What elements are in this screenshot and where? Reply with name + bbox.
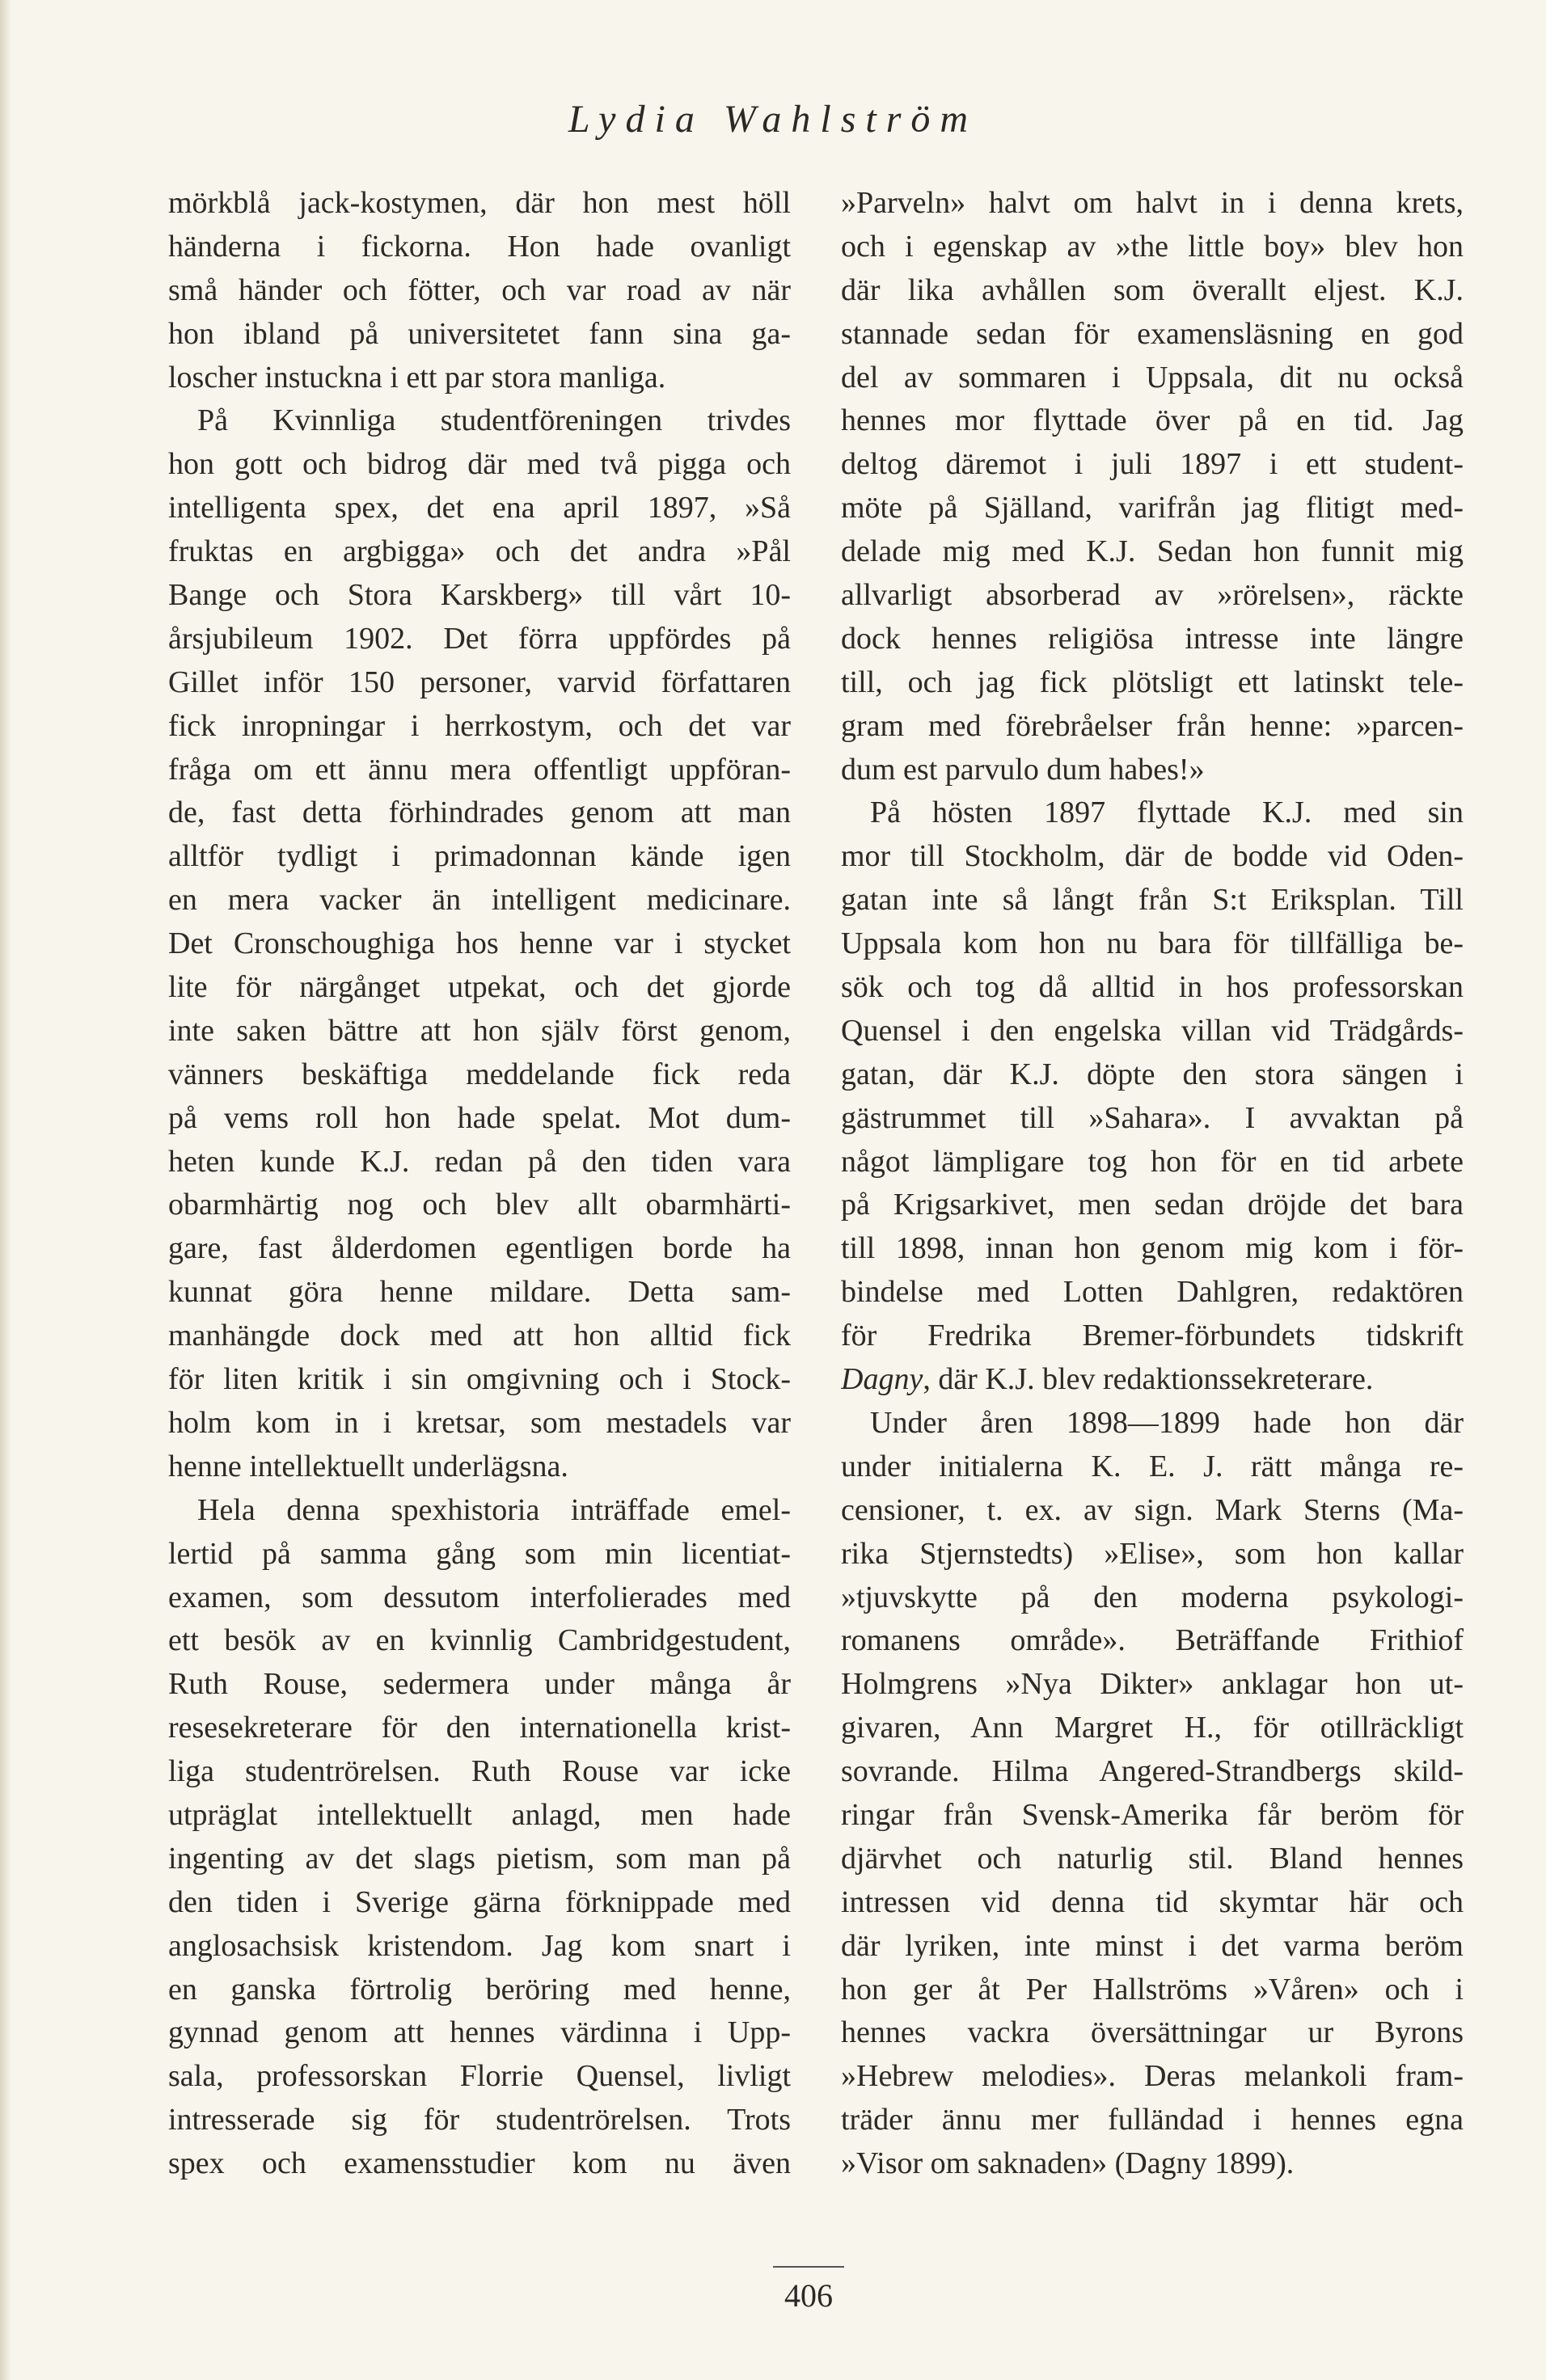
right-column-line: allvarligt absorberad av »rörelsen», räckte bbox=[841, 578, 1464, 613]
left-column-line: spex och examensstudier kom nu även bbox=[168, 2146, 791, 2181]
left-column-line: lite för närgånget utpekat, och det gjorde bbox=[168, 970, 791, 1005]
left-column-line: lertid på samma gång som min licentiat- bbox=[168, 1536, 791, 1571]
right-column-line: »Hebrew melodies». Deras melankoli fram- bbox=[841, 2059, 1464, 2094]
right-column-line: där lika avhållen som överallt eljest. K.J. bbox=[841, 272, 1464, 307]
right-column-line: på Krigsarkivet, men sedan dröjde det bara bbox=[841, 1188, 1464, 1222]
right-column-line: Quensel i den engelska villan vid Trädgårds- bbox=[841, 1013, 1464, 1048]
right-column-line: gästrummet till »Sahara». I avvaktan på bbox=[841, 1100, 1464, 1135]
right-column-line: Uppsala kom hon nu bara för tillfälliga be- bbox=[841, 926, 1464, 961]
left-column-line: en ganska förtrolig beröring med henne, bbox=[168, 1972, 791, 2007]
left-column-line: vänners beskäftiga meddelande fick reda bbox=[168, 1057, 791, 1091]
left-column-line: obarmhärtig nog och blev allt obarmhärti- bbox=[168, 1188, 791, 1222]
left-text-column bbox=[168, 182, 791, 2186]
left-column-line: examen, som dessutom interfolierades med bbox=[168, 1580, 791, 1614]
left-column-line: henne intellektuellt underlägsna. bbox=[168, 1449, 568, 1483]
left-column-line: alltför tydligt i primadonnan kände igen bbox=[168, 839, 791, 874]
left-column-line: årsjubileum 1902. Det förra uppfördes på bbox=[168, 621, 791, 656]
right-column-line: gatan, där K.J. döpte den stora sängen i bbox=[841, 1057, 1464, 1091]
right-column-line: Holmgrens »Nya Dikter» anklagar hon ut- bbox=[841, 1667, 1464, 1702]
right-column-line: och i egenskap av »the little boy» blev hon bbox=[841, 229, 1464, 264]
left-column-line: Hela denna spexhistoria inträffade emel- bbox=[197, 1492, 791, 1527]
left-column-line: de, fast detta förhindrades genom att man bbox=[168, 795, 791, 830]
right-column-line: intressen vid denna tid skymtar här och bbox=[841, 1884, 1464, 1919]
right-column-line: givaren, Ann Margret H., för otillräckligt bbox=[841, 1711, 1464, 1745]
page-number: 406 bbox=[784, 2277, 833, 2314]
right-column-line: stannade sedan för examensläsning en god bbox=[841, 316, 1464, 351]
left-column-line: Gillet inför 150 personer, varvid författaren bbox=[168, 665, 791, 699]
right-column-line: del av sommaren i Uppsala, dit nu också bbox=[841, 360, 1464, 395]
left-column-line: resesekreterare för den internationella krist- bbox=[168, 1711, 791, 1745]
right-column-line: Under åren 1898—1899 hade hon där bbox=[870, 1405, 1464, 1440]
left-column-line: heten kunde K.J. redan på den tiden vara bbox=[168, 1144, 791, 1179]
left-column-line: inte saken bättre att hon själv först genom, bbox=[168, 1013, 791, 1048]
right-column-line: deltog däremot i juli 1897 i ett student- bbox=[841, 447, 1464, 482]
left-column-line: för liten kritik i sin omgivning och i Stock- bbox=[168, 1362, 791, 1397]
right-column-line: där lyriken, inte minst i det varma beröm bbox=[841, 1928, 1464, 1963]
right-column-line: gatan inte så långt från S:t Eriksplan. Till bbox=[841, 883, 1464, 918]
left-column-line: fruktas en argbigga» och det andra »Pål bbox=[168, 534, 791, 569]
right-column-line: sovrande. Hilma Angered-Strandbergs skild- bbox=[841, 1754, 1464, 1789]
right-column-line: djärvhet och naturlig stil. Bland hennes bbox=[841, 1841, 1464, 1876]
right-column-line: delade mig med K.J. Sedan hon funnit mig bbox=[841, 534, 1464, 569]
right-column-line: dock hennes religiösa intresse inte längre bbox=[841, 621, 1464, 656]
left-column-line: Det Cronschoughiga hos henne var i stycket bbox=[168, 926, 791, 961]
left-column-line: hon gott och bidrog där med två pigga och bbox=[168, 447, 791, 482]
left-column-line: hon ibland på universitetet fann sina ga- bbox=[168, 316, 791, 351]
left-column-line: mörkblå jack-kostymen, där hon mest höll bbox=[168, 186, 791, 220]
left-column-line: gynnad genom att hennes värdinna i Upp- bbox=[168, 2015, 791, 2050]
right-column-line: något lämpligare tog hon för en tid arbete bbox=[841, 1144, 1464, 1179]
right-column-line: till, och jag fick plötsligt ett latinskt tele- bbox=[841, 665, 1464, 699]
right-column-line: hennes mor flyttade över på en tid. Jag bbox=[841, 403, 1464, 438]
left-column-line: Bange och Stora Karskberg» till vårt 10- bbox=[168, 578, 791, 613]
left-column-line: På Kvinnliga studentföreningen trivdes bbox=[197, 403, 791, 438]
right-column-line: På hösten 1897 flyttade K.J. med sin bbox=[870, 795, 1464, 830]
right-column-line: censioner, t. ex. av sign. Mark Sterns (Ma- bbox=[841, 1492, 1464, 1527]
right-column-line: bindelse med Lotten Dahlgren, redaktören bbox=[841, 1275, 1464, 1310]
left-column-line: fick inropningar i herrkostym, och det var bbox=[168, 708, 791, 743]
left-column-line: små händer och fötter, och var road av när bbox=[168, 272, 791, 307]
folio-rule bbox=[773, 2266, 844, 2268]
right-column-line: träder ännu mer fulländad i hennes egna bbox=[841, 2103, 1464, 2137]
right-column-line: ringar från Svensk-Amerika får beröm för bbox=[841, 1797, 1464, 1832]
right-column-line: hennes vackra översättningar ur Byrons bbox=[841, 2015, 1464, 2050]
right-column-line: »Visor om saknaden» (Dagny 1899). bbox=[841, 2146, 1295, 2181]
right-column-line: rika Stjernstedts) »Elise», som hon kallar bbox=[841, 1536, 1464, 1571]
right-column-line: Dagny, där K.J. blev redaktionssekreterare. bbox=[841, 1362, 1374, 1397]
left-column-line: loscher instuckna i ett par stora manliga. bbox=[168, 360, 666, 395]
right-column-line: möte på Själland, varifrån jag flitigt med- bbox=[841, 491, 1464, 525]
right-column-line: för Fredrika Bremer-förbundets tidskrift bbox=[841, 1319, 1464, 1353]
left-column-line: intelligenta spex, det ena april 1897, »Så bbox=[168, 491, 791, 525]
right-text-column bbox=[841, 182, 1464, 2186]
left-column-line: den tiden i Sverige gärna förknippade med bbox=[168, 1884, 791, 1919]
left-column-line: intresserade sig för studentrörelsen. Trots bbox=[168, 2103, 791, 2137]
left-column-line: gare, fast ålderdomen egentligen borde ha bbox=[168, 1231, 791, 1266]
right-column-line: till 1898, innan hon genom mig kom i för- bbox=[841, 1231, 1464, 1266]
left-column-line: ingenting av det slags pietism, som man på bbox=[168, 1841, 791, 1876]
left-column-line: anglosachsisk kristendom. Jag kom snart i bbox=[168, 1928, 791, 1963]
left-column-line: liga studentrörelsen. Ruth Rouse var icke bbox=[168, 1754, 791, 1789]
right-column-line: »tjuvskytte på den moderna psykologi- bbox=[841, 1580, 1464, 1614]
right-column-line: hon ger åt Per Hallströms »Våren» och i bbox=[841, 1972, 1464, 2007]
left-column-line: fråga om ett ännu mera offentligt uppföran- bbox=[168, 752, 791, 787]
right-column-line: dum est parvulo dum habes!» bbox=[841, 752, 1205, 787]
left-column-line: på vems roll hon hade spelat. Mot dum- bbox=[168, 1100, 791, 1135]
left-column-line: utpräglat intellektuellt anlagd, men hade bbox=[168, 1797, 791, 1832]
left-column-line: manhängde dock med att hon alltid fick bbox=[168, 1319, 791, 1353]
right-column-line: under initialerna K. E. J. rätt många re- bbox=[841, 1449, 1464, 1483]
running-title: Lydia Wahlström bbox=[568, 98, 978, 141]
left-column-line: en mera vacker än intelligent medicinare. bbox=[168, 883, 791, 918]
right-column-line: »Parveln» halvt om halvt in i denna krets, bbox=[841, 186, 1464, 220]
left-column-line: sala, professorskan Florrie Quensel, livligt bbox=[168, 2059, 791, 2094]
right-column-line: gram med förebråelser från henne: »parcen- bbox=[841, 708, 1464, 743]
left-column-line: händerna i fickorna. Hon hade ovanligt bbox=[168, 229, 791, 264]
right-column-line: romanens område». Beträffande Frithiof bbox=[841, 1623, 1464, 1658]
page-edge-shadow bbox=[0, 0, 11, 2380]
right-column-line: sök och tog då alltid in hos professorskan bbox=[841, 970, 1464, 1005]
left-column-line: ett besök av en kvinnlig Cambridgestudent, bbox=[168, 1623, 791, 1658]
left-column-line: kunnat göra henne mildare. Detta sam- bbox=[168, 1275, 791, 1310]
left-column-line: holm kom in i kretsar, som mestadels var bbox=[168, 1405, 791, 1440]
left-column-line: Ruth Rouse, sedermera under många år bbox=[168, 1667, 791, 1702]
right-column-line: mor till Stockholm, där de bodde vid Oden- bbox=[841, 839, 1464, 874]
